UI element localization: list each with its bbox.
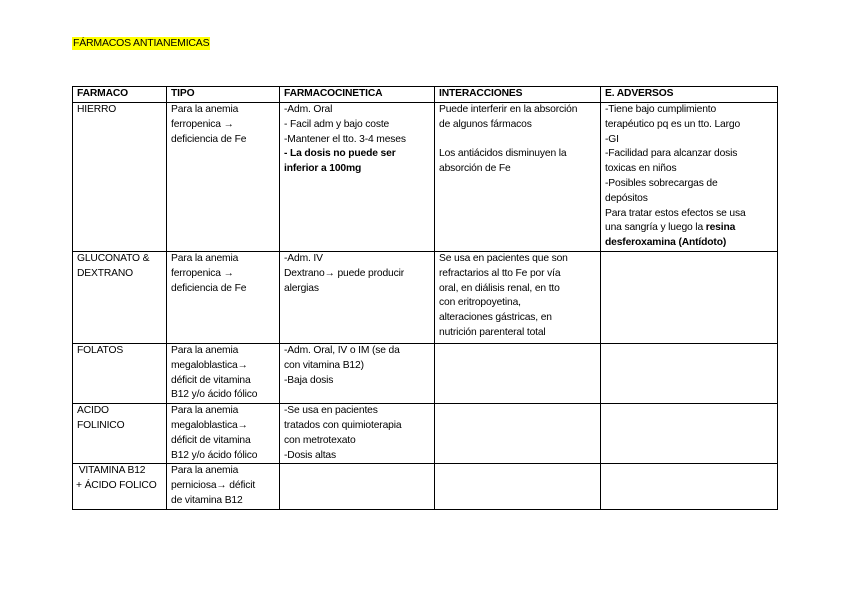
table-row-hierro bbox=[73, 103, 778, 252]
farmaco-line: -Dosis altas bbox=[284, 449, 336, 461]
farmaco-line: -Adm. Oral bbox=[284, 104, 333, 115]
tipo-cell bbox=[167, 103, 280, 252]
interaccion-line: absorción de Fe bbox=[439, 163, 511, 175]
drug-name: ACIDO bbox=[77, 405, 109, 417]
document-title: FÁRMACOS ANTIANEMICAS bbox=[73, 37, 210, 49]
table-row-vitamina-b12-acido-folico bbox=[73, 464, 778, 509]
adverso-line: Para tratar estos efectos se usa bbox=[605, 207, 746, 219]
interacciones-cell bbox=[435, 343, 601, 403]
header-farmaco: FARMACO bbox=[73, 87, 167, 103]
drug-name: FOLATOS bbox=[77, 344, 124, 356]
interaccion-line: alteraciones gástricas, en bbox=[439, 312, 552, 324]
table-row-gluconato-dextrano bbox=[73, 251, 778, 343]
farmaco-line: -Adm. Oral, IV o IM (se da bbox=[284, 344, 400, 356]
header-efectos-adversos: E. ADVERSOS bbox=[601, 87, 778, 103]
interaccion-line: con eritropoyetina, bbox=[439, 297, 521, 309]
antianemic-drugs-table bbox=[72, 86, 778, 510]
farmaco-line: -Mantener el tto. 3-4 meses bbox=[284, 133, 406, 145]
table-row-folatos bbox=[73, 343, 778, 403]
adversos-cell bbox=[601, 103, 778, 252]
farmaco-line: -Adm. IV bbox=[284, 252, 323, 264]
farmacocinetica-cell bbox=[280, 103, 435, 252]
adverso-line: -GI bbox=[605, 133, 619, 145]
tipo-line: B12 y/o ácido fólico bbox=[171, 389, 258, 401]
tipo-cell bbox=[167, 251, 280, 343]
interacciones-cell bbox=[435, 103, 601, 252]
adverso-line: -Posibles sobrecargas de bbox=[605, 177, 718, 189]
table-header-row bbox=[73, 87, 778, 103]
farmaco-line: tratados con quimioterapia bbox=[284, 419, 402, 431]
drug-name: VITAMINA B12 bbox=[76, 465, 146, 477]
adverso-line: -Facilidad para alcanzar dosis bbox=[605, 148, 738, 160]
interaccion-line: Se usa en pacientes que son bbox=[439, 252, 568, 264]
header-farmacocinetica: FARMACOCINETICA bbox=[280, 87, 435, 103]
farmacocinetica-cell bbox=[280, 464, 435, 509]
tipo-cell bbox=[167, 343, 280, 403]
tipo-line: megaloblastica→ bbox=[171, 359, 248, 371]
farmaco-line: alergias bbox=[284, 282, 319, 294]
table-row-acido-folinico bbox=[73, 404, 778, 464]
adverso-line: -Tiene bajo cumplimiento bbox=[605, 104, 717, 115]
tipo-cell bbox=[167, 464, 280, 509]
adversos-cell bbox=[601, 464, 778, 509]
tipo-line: megaloblastica→ bbox=[171, 419, 248, 431]
drug-name: + ÁCIDO FOLICO bbox=[76, 480, 157, 492]
adverso-line: depósitos bbox=[605, 192, 648, 204]
tipo-line: deficiencia de Fe bbox=[171, 133, 247, 145]
tipo-line: de vitamina B12 bbox=[171, 494, 243, 506]
drug-name: GLUCONATO & bbox=[77, 252, 150, 264]
interaccion-line: oral, en diálisis renal, en tto bbox=[439, 282, 560, 294]
tipo-line: déficit de vitamina bbox=[171, 434, 251, 446]
farmaco-line: -Baja dosis bbox=[284, 374, 334, 386]
tipo-line: Para la anemia bbox=[171, 344, 239, 356]
drug-cell bbox=[73, 251, 167, 343]
interaccion-line: refractarios al tto Fe por vía bbox=[439, 267, 561, 279]
farmaco-line: - Facil adm y bajo coste bbox=[284, 118, 390, 130]
tipo-line: deficiencia de Fe bbox=[171, 282, 247, 294]
interaccion-line: de algunos fármacos bbox=[439, 118, 532, 130]
header-interacciones: INTERACCIONES bbox=[435, 87, 601, 103]
adverso-text-bold: resina bbox=[705, 222, 736, 234]
farmacocinetica-cell bbox=[280, 343, 435, 403]
interacciones-cell bbox=[435, 251, 601, 343]
drug-cell bbox=[73, 103, 167, 252]
farmaco-line-bold: - La dosis no puede ser bbox=[284, 148, 396, 160]
tipo-cell bbox=[167, 404, 280, 464]
adverso-line bbox=[605, 221, 774, 236]
tipo-line: Para la anemia bbox=[171, 104, 239, 115]
adversos-cell bbox=[601, 404, 778, 464]
farmaco-line: Dextrano→ puede producir bbox=[284, 267, 405, 279]
blank-line bbox=[439, 133, 597, 148]
drug-cell bbox=[73, 464, 167, 509]
farmaco-line: -Se usa en pacientes bbox=[284, 405, 378, 417]
adversos-cell bbox=[601, 343, 778, 403]
interacciones-cell bbox=[435, 404, 601, 464]
adverso-line: toxicas en niños bbox=[605, 163, 677, 175]
adverso-line: terapéutico pq es un tto. Largo bbox=[605, 118, 741, 130]
drug-cell bbox=[73, 343, 167, 403]
interacciones-cell bbox=[435, 464, 601, 509]
interaccion-line: nutrición parenteral total bbox=[439, 326, 546, 338]
header-tipo: TIPO bbox=[167, 87, 280, 103]
tipo-line: perniciosa→ déficit bbox=[171, 480, 256, 492]
drug-name: DEXTRANO bbox=[77, 267, 134, 279]
tipo-line: B12 y/o ácido fólico bbox=[171, 449, 258, 461]
interaccion-line: Los antiácidos disminuyen la bbox=[439, 148, 567, 160]
drug-name: HIERRO bbox=[77, 104, 117, 115]
farmaco-line: con vitamina B12) bbox=[284, 359, 364, 371]
tipo-line: Para la anemia bbox=[171, 405, 239, 417]
interaccion-line: Puede interferir en la absorción bbox=[439, 104, 578, 115]
tipo-line: Para la anemia bbox=[171, 252, 239, 264]
drug-name: FOLINICO bbox=[77, 419, 125, 431]
adversos-cell bbox=[601, 251, 778, 343]
farmacocinetica-cell bbox=[280, 251, 435, 343]
farmaco-line: con metrotexato bbox=[284, 434, 356, 446]
farmacocinetica-cell bbox=[280, 404, 435, 464]
adverso-text: una sangría y luego la bbox=[605, 222, 704, 234]
tipo-line: déficit de vitamina bbox=[171, 374, 251, 386]
tipo-line: ferropenica → bbox=[171, 118, 234, 130]
tipo-line: ferropenica → bbox=[171, 267, 234, 279]
farmaco-line-bold: inferior a 100mg bbox=[284, 163, 362, 175]
drug-cell bbox=[73, 404, 167, 464]
tipo-line: Para la anemia bbox=[171, 465, 239, 477]
adverso-line-bold: desferoxamina (Antídoto) bbox=[605, 237, 727, 249]
